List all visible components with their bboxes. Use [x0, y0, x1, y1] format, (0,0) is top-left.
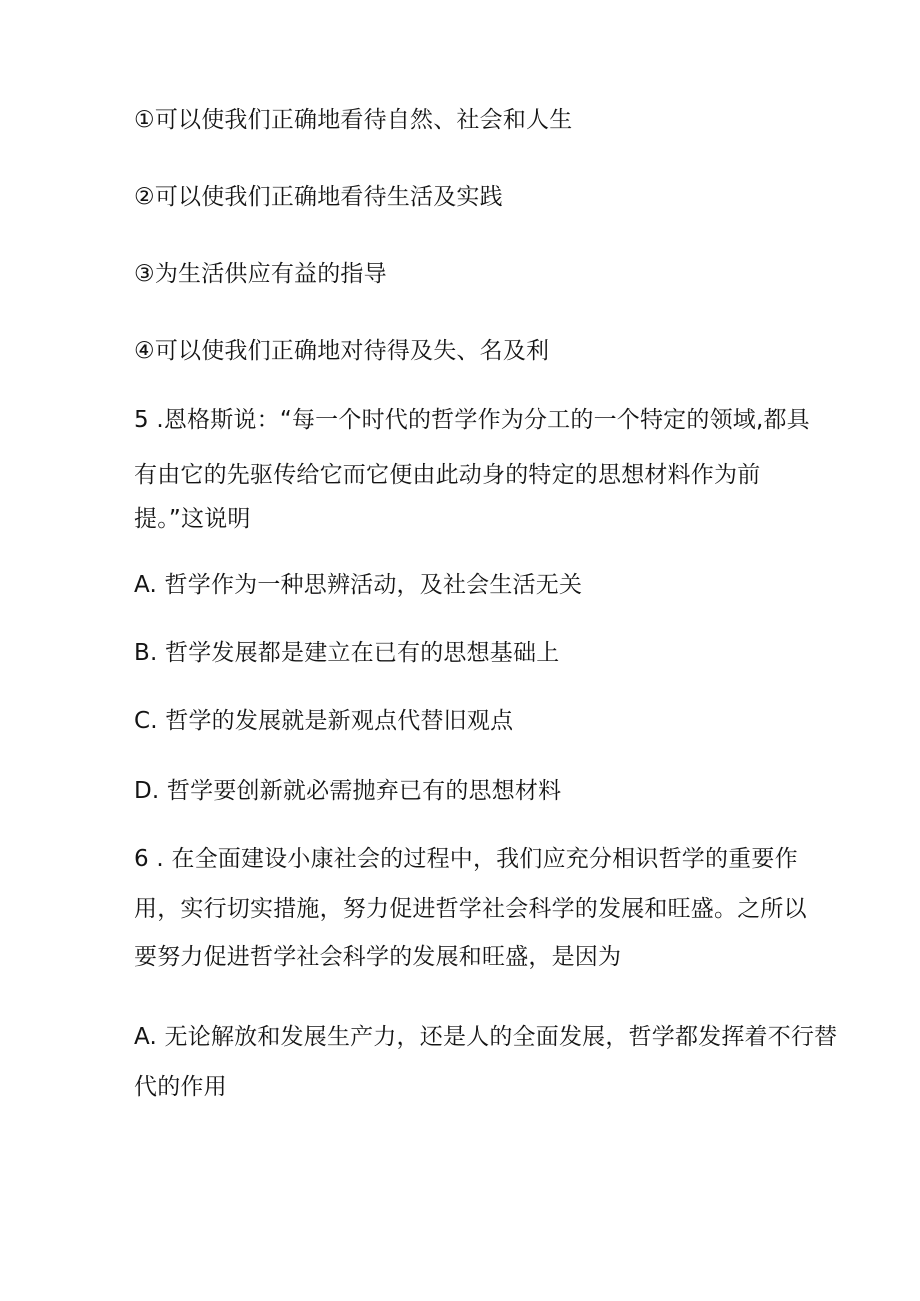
question-6-option-a-line-1: A. 无论解放和发展生产力，还是人的全面发展，哲学都发挥着不行替 [134, 1024, 838, 1050]
question-6-stem-line-2: 用，实行切实措施，努力促进哲学社会科学的发展和旺盛。之所以 [134, 896, 807, 922]
statement-1: ①可以使我们正确地看待自然、社会和人生 [134, 107, 573, 133]
question-6-stem-line-3: 要努力促进哲学社会科学的发展和旺盛，是因为 [134, 944, 622, 970]
statement-3: ③为生活供应有益的指导 [134, 261, 387, 287]
question-6-option-a-line-2: 代的作用 [134, 1074, 227, 1100]
question-5-stem-line-3: 提。”这说明 [134, 506, 251, 532]
question-5-option-d: D. 哲学要创新就必需抛弃已有的思想材料 [134, 778, 562, 804]
question-5-option-c: C. 哲学的发展就是新观点代替旧观点 [134, 708, 514, 734]
question-5-stem-line-2: 有由它的先驱传给它而它便由此动身的特定的思想材料作为前 [134, 462, 761, 488]
statement-4: ④可以使我们正确地对待得及失、名及利 [134, 338, 550, 364]
statement-2: ②可以使我们正确地看待生活及实践 [134, 184, 503, 210]
question-5-stem-line-1: 5 .恩格斯说：“每一个时代的哲学作为分工的一个特定的领域,都具 [134, 407, 810, 433]
question-5-option-a: A. 哲学作为一种思辨活动，及社会生活无关 [134, 572, 583, 598]
question-5-option-b: B. 哲学发展都是建立在已有的思想基础上 [134, 640, 560, 666]
question-6-stem-line-1: 6 . 在全面建设小康社会的过程中，我们应充分相识哲学的重要作 [134, 846, 798, 872]
